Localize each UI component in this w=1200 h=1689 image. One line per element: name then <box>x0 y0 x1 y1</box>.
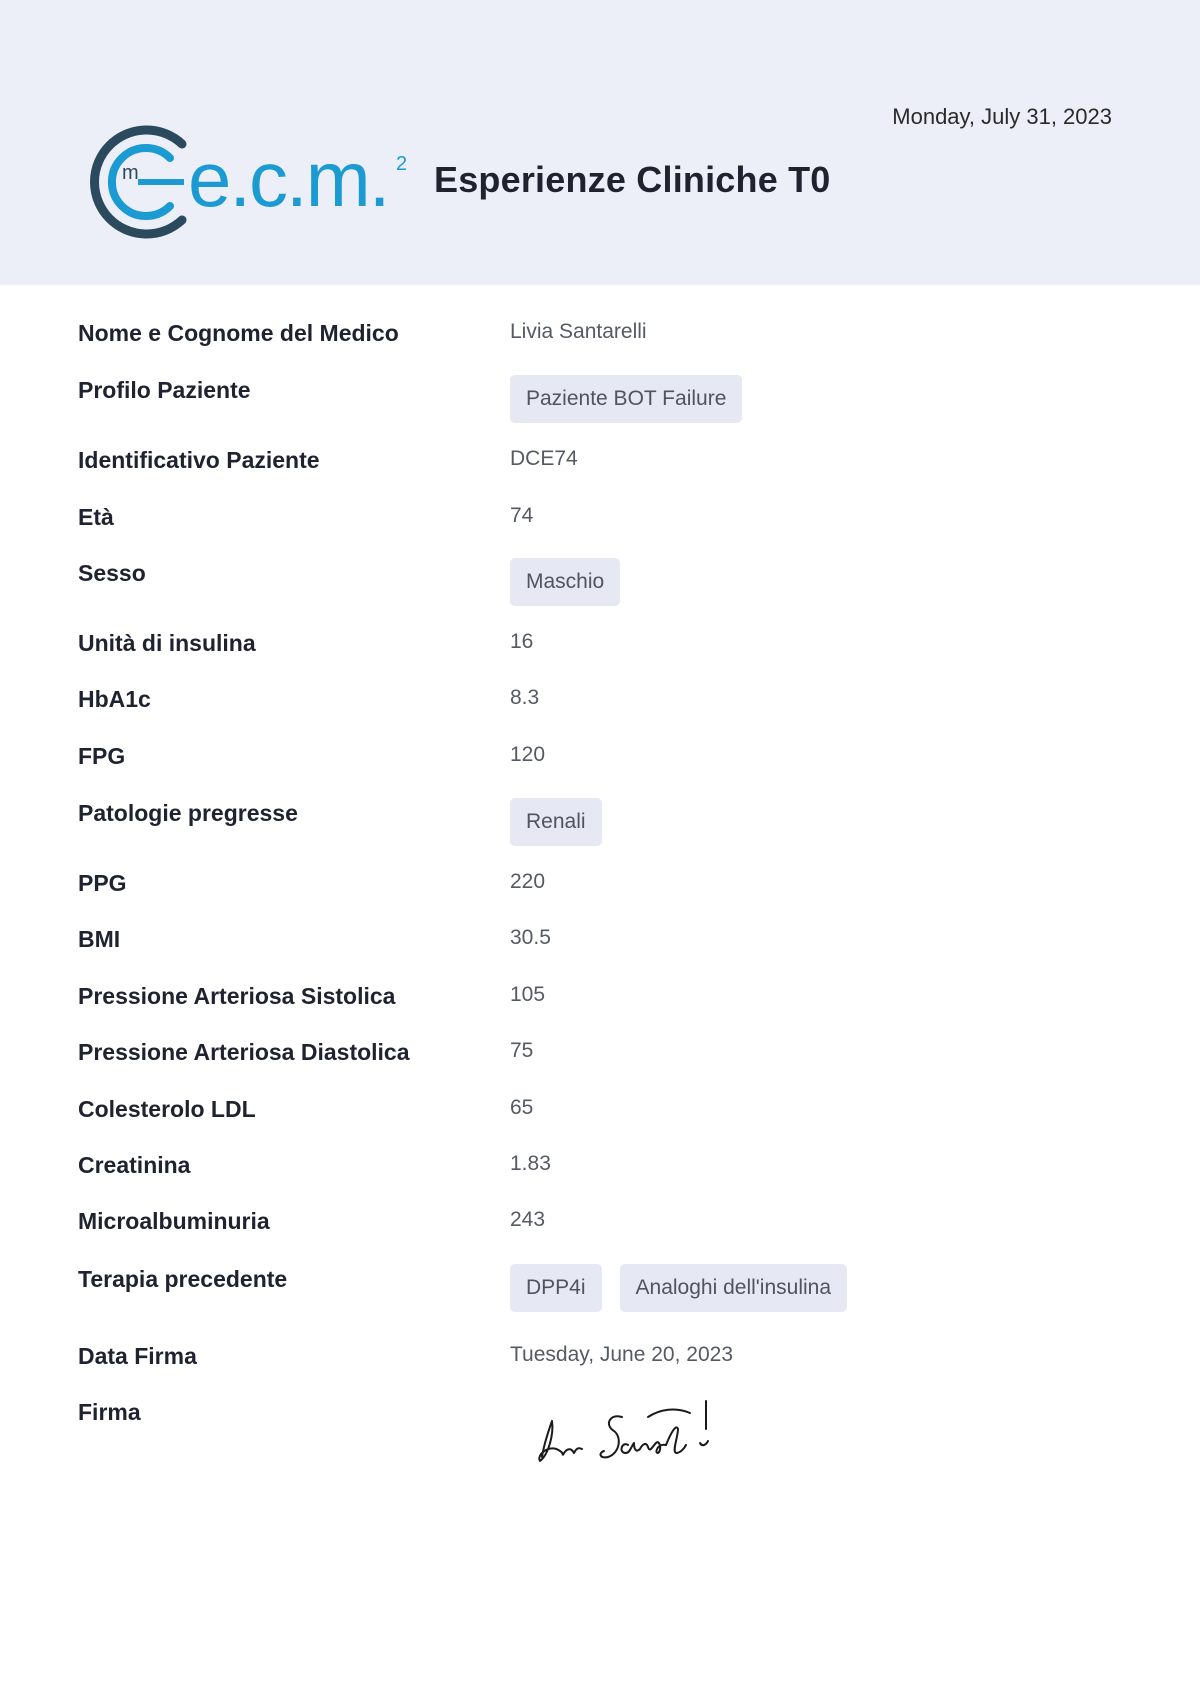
field-value: Tuesday, June 20, 2023 <box>510 1343 733 1366</box>
document-date: Monday, July 31, 2023 <box>892 104 1112 129</box>
field-label: PPG <box>78 870 127 896</box>
field-label: Età <box>78 504 114 530</box>
field-label: Pressione Arteriosa Sistolica <box>78 983 396 1009</box>
field-value: 65 <box>510 1096 534 1119</box>
page-header <box>0 0 1200 285</box>
field-eta <box>78 504 1138 544</box>
ecm-logo <box>78 122 428 242</box>
field-label: HbA1c <box>78 686 151 712</box>
field-value: 16 <box>510 630 534 653</box>
field-value: 74 <box>510 504 534 527</box>
field-label: Data Firma <box>78 1343 197 1369</box>
chip-tag: Maschio <box>510 558 620 606</box>
field-value: 220 <box>510 870 546 893</box>
field-data-firma <box>78 1343 1138 1383</box>
field-label: Identificativo Paziente <box>78 447 320 473</box>
field-value: 1.83 <box>510 1152 551 1175</box>
field-ldl <box>78 1096 1138 1136</box>
chip-tag: Renali <box>510 798 602 846</box>
field-insulina <box>78 630 1138 670</box>
field-value: 120 <box>510 743 546 766</box>
field-value: Livia Santarelli <box>510 320 647 343</box>
field-hba1c <box>78 686 1138 726</box>
field-label: Patologie pregresse <box>78 800 298 826</box>
field-label: Nome e Cognome del Medico <box>78 320 399 346</box>
field-patologie <box>78 800 1138 840</box>
field-diastolica <box>78 1039 1138 1079</box>
field-label: Terapia precedente <box>78 1266 288 1292</box>
field-terapia <box>78 1266 1138 1306</box>
field-creatinina <box>78 1152 1138 1192</box>
field-value: DCE74 <box>510 447 578 470</box>
field-label: Colesterolo LDL <box>78 1096 256 1122</box>
field-sistolica <box>78 983 1138 1023</box>
chip-tag: Analoghi dell'insulina <box>620 1264 847 1312</box>
field-medico <box>78 320 1138 360</box>
chip-tag: DPP4i <box>510 1264 602 1312</box>
brand <box>78 122 831 242</box>
svg-text:2: 2 <box>396 153 408 175</box>
field-bmi <box>78 926 1138 966</box>
field-label: Pressione Arteriosa Diastolica <box>78 1039 410 1065</box>
field-label: Sesso <box>78 560 146 586</box>
field-microalbuminuria <box>78 1208 1138 1248</box>
app-title: Esperienze Cliniche T0 <box>434 159 831 200</box>
field-value: 105 <box>510 983 546 1006</box>
field-label: Profilo Paziente <box>78 377 251 403</box>
field-label: BMI <box>78 926 121 952</box>
field-value: 75 <box>510 1039 534 1062</box>
field-label: Microalbuminuria <box>78 1208 270 1234</box>
field-fpg <box>78 743 1138 783</box>
field-ppg <box>78 870 1138 910</box>
signature-image <box>530 1395 730 1475</box>
field-label: Creatinina <box>78 1152 191 1178</box>
field-label: FPG <box>78 743 126 769</box>
svg-text:m: m <box>122 162 139 184</box>
chip-tag: Paziente BOT Failure <box>510 375 742 423</box>
field-value: 8.3 <box>510 686 540 709</box>
field-value: 30.5 <box>510 926 551 949</box>
field-profilo <box>78 377 1138 417</box>
field-label: Unità di insulina <box>78 630 256 656</box>
field-value: 243 <box>510 1208 546 1231</box>
svg-text:e.c.m.: e.c.m. <box>188 135 389 223</box>
field-identificativo <box>78 447 1138 487</box>
field-label: Firma <box>78 1399 141 1425</box>
field-sesso <box>78 560 1138 600</box>
